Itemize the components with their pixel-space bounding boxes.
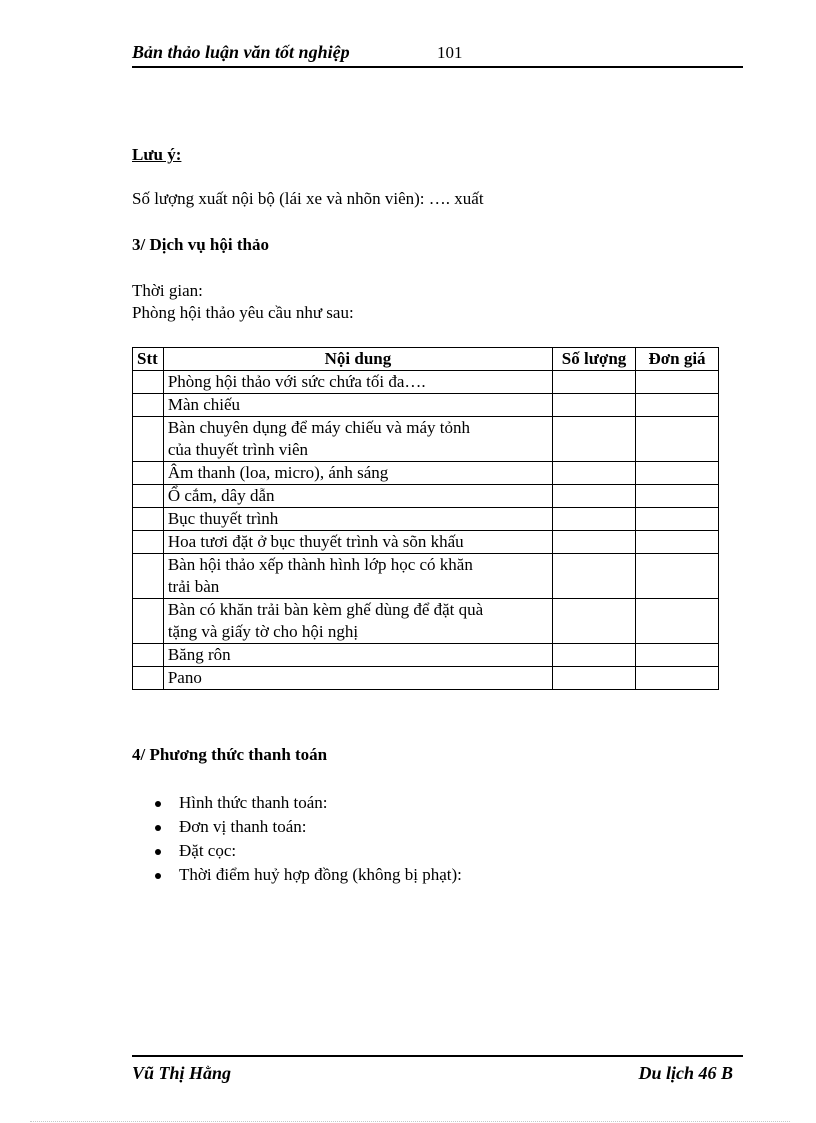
content-cell bbox=[163, 554, 552, 599]
stt-cell bbox=[133, 371, 164, 394]
content-line: Âm thanh (loa, micro), ánh sáng bbox=[167, 463, 389, 482]
table-row bbox=[133, 554, 719, 599]
table-row bbox=[133, 417, 719, 462]
content-line: Băng rôn bbox=[167, 645, 231, 664]
stt-cell bbox=[133, 508, 164, 531]
price-cell bbox=[636, 644, 719, 667]
content-cell bbox=[163, 531, 552, 554]
list-item-text: Đặt cọc: bbox=[179, 841, 237, 860]
note-text: Số lượng xuất nội bộ (lái xe và nhõn viên): …. xuất bbox=[132, 189, 484, 208]
stt-cell bbox=[133, 531, 164, 554]
room-label: Phòng hội thảo yêu cầu như sau: bbox=[132, 303, 354, 322]
content-cell bbox=[163, 394, 552, 417]
content-line: Phòng hội thảo với sức chứa tối đa…. bbox=[167, 372, 426, 391]
page-number: 101 bbox=[437, 43, 463, 62]
content-cell bbox=[163, 599, 552, 644]
content-cell bbox=[163, 417, 552, 462]
quantity-cell bbox=[553, 644, 636, 667]
stt-cell bbox=[133, 394, 164, 417]
section-3-heading: 3/ Dịch vụ hội thảo bbox=[132, 235, 269, 254]
content-cell bbox=[163, 462, 552, 485]
list-item bbox=[152, 839, 462, 863]
quantity-cell bbox=[553, 667, 636, 690]
content-line: Bàn hội thảo xếp thành hình lớp học có khăn bbox=[167, 555, 473, 574]
note-label: Lưu ý: bbox=[132, 145, 182, 164]
price-cell bbox=[636, 371, 719, 394]
stt-cell bbox=[133, 485, 164, 508]
page-footer bbox=[132, 1055, 743, 1093]
price-cell bbox=[636, 599, 719, 644]
price-cell bbox=[636, 394, 719, 417]
price-cell bbox=[636, 508, 719, 531]
content-line: Ổ cắm, dây dẫn bbox=[167, 486, 275, 505]
list-item bbox=[152, 815, 462, 839]
content-line: Pano bbox=[167, 668, 202, 687]
bullet-icon bbox=[155, 849, 161, 855]
price-cell bbox=[636, 554, 719, 599]
table-header-row bbox=[133, 348, 719, 371]
table-row bbox=[133, 644, 719, 667]
stt-cell bbox=[133, 417, 164, 462]
stt-cell bbox=[133, 644, 164, 667]
page-edge-divider bbox=[30, 1121, 790, 1122]
quantity-cell bbox=[553, 371, 636, 394]
stt-cell bbox=[133, 667, 164, 690]
quantity-cell bbox=[553, 394, 636, 417]
table-row bbox=[133, 531, 719, 554]
header-quantity: Số lượng bbox=[553, 348, 636, 371]
content-line: Hoa tươi đặt ở bục thuyết trình và sõn khấu bbox=[167, 532, 464, 551]
list-item-text: Thời điểm huỷ hợp đồng (không bị phạt): bbox=[179, 865, 462, 884]
footer-class: Du lịch 46 B bbox=[638, 1063, 733, 1083]
payment-list bbox=[152, 791, 462, 887]
list-item bbox=[152, 863, 462, 887]
footer-author: Vũ Thị Hằng bbox=[132, 1063, 232, 1083]
content-cell bbox=[163, 485, 552, 508]
list-item-text: Hình thức thanh toán: bbox=[179, 793, 328, 812]
list-item-text: Đơn vị thanh toán: bbox=[179, 817, 307, 836]
header-title: Bản thảo luận văn tốt nghiệp bbox=[132, 42, 350, 62]
content-line: Bàn có khăn trải bàn kèm ghế dùng để đặt quà bbox=[167, 600, 484, 619]
price-cell bbox=[636, 531, 719, 554]
price-cell bbox=[636, 485, 719, 508]
header-content: Nội dung bbox=[163, 348, 552, 371]
content-cell bbox=[163, 371, 552, 394]
content-line: của thuyết trình viên bbox=[167, 440, 309, 459]
content-cell bbox=[163, 667, 552, 690]
stt-cell bbox=[133, 599, 164, 644]
content-line: trải bàn bbox=[167, 577, 220, 596]
content-line: Bục thuyết trình bbox=[167, 509, 279, 528]
price-cell bbox=[636, 417, 719, 462]
table-row bbox=[133, 599, 719, 644]
content-cell bbox=[163, 644, 552, 667]
table-row bbox=[133, 371, 719, 394]
table-row bbox=[133, 394, 719, 417]
bullet-icon bbox=[155, 873, 161, 879]
content-line: tặng và giấy tờ cho hội nghị bbox=[167, 622, 359, 641]
content-line: Bàn chuyên dụng để máy chiếu và máy tỏnh bbox=[167, 418, 470, 437]
quantity-cell bbox=[553, 462, 636, 485]
quantity-cell bbox=[553, 485, 636, 508]
quantity-cell bbox=[553, 531, 636, 554]
quantity-cell bbox=[553, 599, 636, 644]
bullet-icon bbox=[155, 801, 161, 807]
quantity-cell bbox=[553, 417, 636, 462]
section-4-heading: 4/ Phương thức thanh toán bbox=[132, 745, 328, 764]
table-row bbox=[133, 462, 719, 485]
content-line: Màn chiếu bbox=[167, 395, 241, 414]
stt-cell bbox=[133, 462, 164, 485]
table-row bbox=[133, 667, 719, 690]
bullet-icon bbox=[155, 825, 161, 831]
quantity-cell bbox=[553, 508, 636, 531]
time-label: Thời gian: bbox=[132, 281, 203, 300]
header-unit-price: Đơn giá bbox=[636, 348, 719, 371]
stt-cell bbox=[133, 554, 164, 599]
price-cell bbox=[636, 462, 719, 485]
list-item bbox=[152, 791, 462, 815]
table-row bbox=[133, 485, 719, 508]
price-cell bbox=[636, 667, 719, 690]
content-cell bbox=[163, 508, 552, 531]
quantity-cell bbox=[553, 554, 636, 599]
header-stt: Stt bbox=[133, 348, 164, 371]
conference-requirements-table bbox=[132, 347, 719, 690]
table-row bbox=[133, 508, 719, 531]
page-header bbox=[132, 40, 743, 68]
